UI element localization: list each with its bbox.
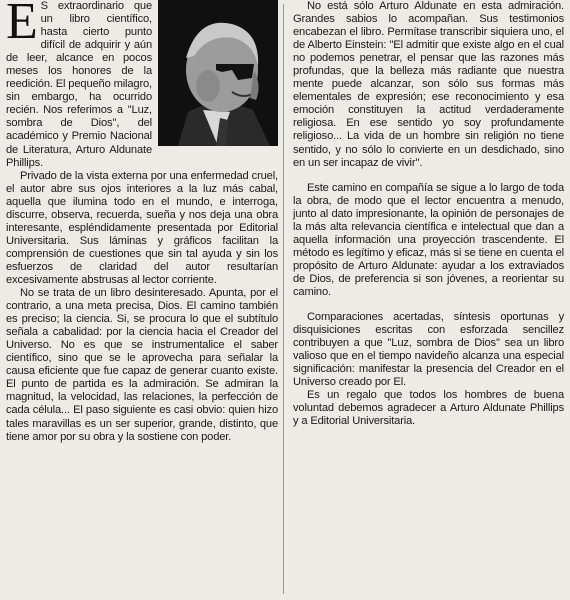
author-photo [158,0,278,146]
paragraph: Es un regalo que todos los hombres de buena voluntad debemos agradecer a Arturo Aldunate Phillips y a Editorial Universitaria. [293,389,564,428]
drop-cap: E [6,0,38,50]
paragraph: No está sólo Arturo Aldunate en esta admiración. Grandes sabios lo acompañan. Sus testimonios encabezan el libro. Permítase transcribir siquiera uno, el de Alberto Einstein: ''El admitir que existe algo en el cual no podemos penetrar, el pensar que las razones más profundas, que la belleza más radiante que nuestra mente puede alcanzar, son sólo sus formas más elementales de expresión; ese reconocimiento y esa emoción constituyen la actitud verdaderamente religiosa. En ese sentido yo soy profundamente religioso... La vida de un hombre sin religión no tiene sentido, y no sólo lo convierte en un desdichado, sino en un ser incapaz de vivir''. [293,0,564,169]
paragraph: Privado de la vista externa por una enfermedad cruel, el autor abre sus ojos interiores a la luz más cabal, aquella que ilumina todo en el mundo, e interroga, discurre, observa, recuerda, sueña y nos deja una obra interesante, espléndidamente presentada por Editorial Universitaria. Sus láminas y gráficos facilitan la comprensión de cuestiones que sin tal ayuda y sin los esfuerzos de claridad del autor resultarían excesivamente abstrusas al lector corriente. [6,169,278,286]
paragraph: Este camino en compañía se sigue a lo largo de toda la obra, de modo que el lector encuentra a menudo, junto al dato impresionante, la opinión de personajes de la más alta relevancia científica e intelectual que dan a aquella información una proyección trascendente. El método es legítimo y eficaz, más si se tiene en cuenta el propósito de Arturo Aldunate: ayudar a los extraviados de Dios, de preferencia si son jóvenes, a reorientar su camino. [293,181,564,298]
paragraph-spacer [293,299,564,311]
paragraph: No se trata de un libro desinteresado. Apunta, por el contrario, a una meta precisa, Dios. El camino también es preciso; la ciencia. Si, se procura lo que el subtítulo señala a cabalidad: por la ciencia hacia el Creador del Universo. No es que se instrumentalice el saber científico, sino que se le aprovecha para señalar la causa eficiente que fue capaz de generar cuanto existe. El punto de partida es la admiración. Se admiran la magnitud, la velocidad, las relaciones, la perfección de cada célula... El paso siguiente es casi obvio: quien hizo tales maravillas es un ser superior, grande, distinto, que tiene amor por su obra y la sostiene con poder. [6,287,278,443]
paragraph: Comparaciones acertadas, síntesis oportunas y disquisiciones escritas con esforzada sencillez contribuyen a que ''Luz, sombra de Dios'' sea un libro valioso que en el tiempo navideño alcanza una especial significación: manifestar la presencia del Creador en el Universo creado por El. [293,311,564,389]
paragraph-spacer [293,170,564,182]
intro-text: S extraordinario que un libro científico, hasta cierto punto difícil de adquirir y aún de leer, alcance en pocos meses los honores de la reedición. El pequeño milagro, sin embargo, ha ocurrido recién. Nos referimos a ''Luz, sombra de Dios'', del académico y Premio Nacional de Literatura, Arturo Aldunate Phillips. [6,0,152,169]
left-column [6,0,278,444]
column-divider [283,4,284,594]
right-column [293,0,564,428]
